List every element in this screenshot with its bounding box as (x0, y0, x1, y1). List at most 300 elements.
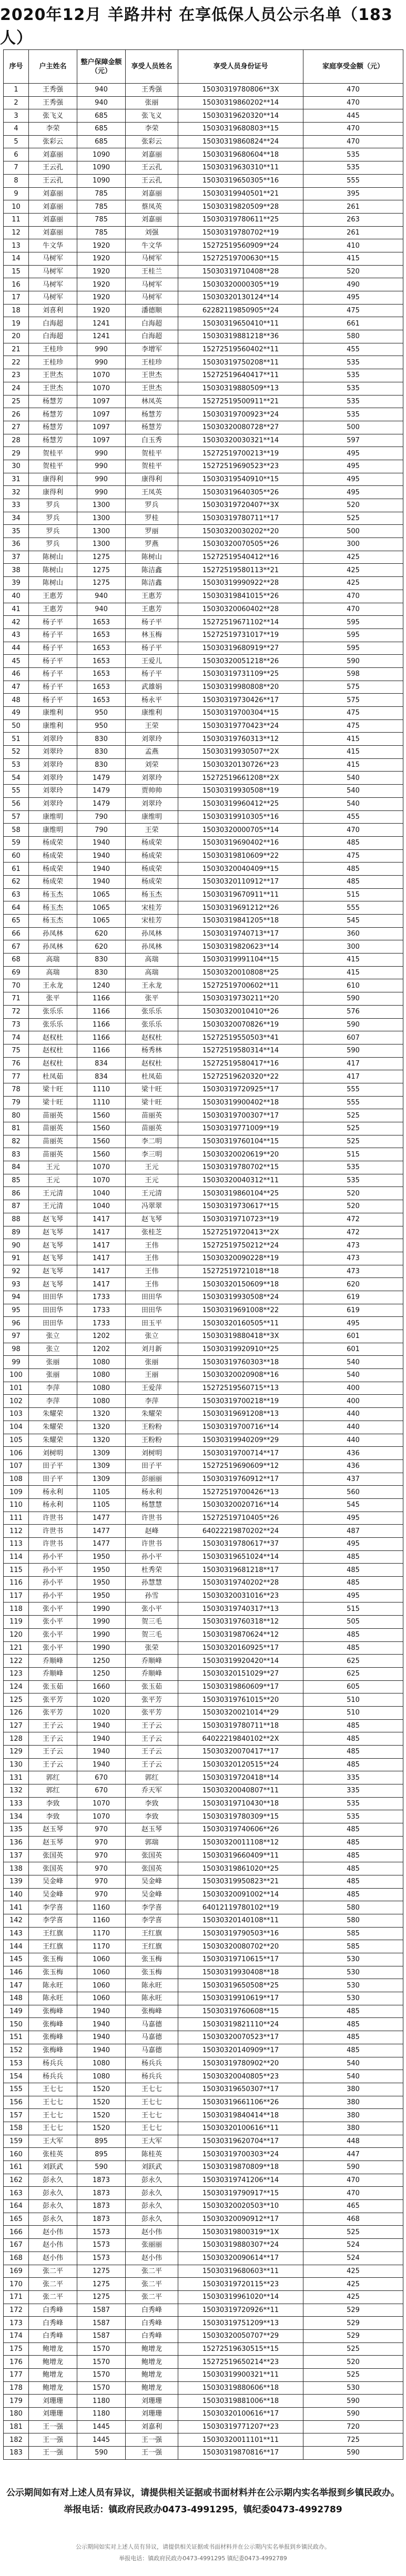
row-index: 151 (4, 2031, 29, 2044)
household-amount: 1950 (77, 1564, 126, 1577)
member-amount: 525 (303, 2226, 403, 2239)
header-id-number: 享受人员身份证号 (178, 50, 303, 84)
member-name: 张乐乐 (126, 1005, 178, 1018)
member-name: 潘德顺 (126, 304, 178, 317)
member-name: 孙雪 (126, 1589, 178, 1603)
member-amount: 540 (303, 2070, 403, 2083)
id-number: 15030319840414**18 (178, 2109, 303, 2122)
member-name: 陈洁鑫 (126, 577, 178, 590)
member-name: 杨子平 (126, 642, 178, 655)
member-amount: 576 (303, 1005, 403, 1018)
id-number: 15272519540412**16 (178, 551, 303, 564)
member-name: 彭丽丽 (126, 1473, 178, 1486)
id-number: 15030319920910**25 (178, 1343, 303, 1356)
household-head: 彭永久 (29, 2174, 77, 2187)
household-head: 苗丽英 (29, 1122, 77, 1135)
household-head: 刘珊珊 (29, 2408, 77, 2421)
table-row (4, 2161, 403, 2174)
household-head: 王一强 (29, 2447, 77, 2460)
household-head: 郭红 (29, 1784, 77, 1798)
member-name: 张二平 (126, 2265, 178, 2278)
id-number: 15030319900321**11 (178, 2369, 303, 2382)
notice-line: 公示期间如有对上述人员有异议，请提供相关证据或书面材料并在公示期内实名举报到乡镇民政办。 (6, 2488, 400, 2498)
id-number: 15030319820509**28 (178, 200, 303, 214)
household-amount: 830 (77, 758, 126, 772)
id-number: 15030319841205**18 (178, 915, 303, 928)
row-index: 58 (4, 824, 29, 837)
row-index: 7 (4, 161, 29, 175)
member-amount: 485 (303, 2005, 403, 2018)
table-row (4, 1667, 403, 1680)
footer-note (0, 2541, 406, 2571)
id-number: 15030320100616**11 (178, 2122, 303, 2135)
household-head: 鲍增龙 (29, 2381, 77, 2395)
row-index: 102 (4, 1395, 29, 1408)
table-body (4, 84, 403, 2460)
household-head: 杨玉杰 (29, 915, 77, 928)
member-amount: 485 (303, 1875, 403, 1888)
table-row (4, 473, 403, 486)
household-head: 刘翠玲 (29, 797, 77, 810)
table-row (4, 2290, 403, 2304)
member-name: 蔡凤英 (126, 200, 178, 214)
member-name: 孙慧慧 (126, 1577, 178, 1590)
id-number: 15030320090912**17 (178, 2213, 303, 2226)
member-amount: 485 (303, 1641, 403, 1655)
row-index: 154 (4, 2070, 29, 2083)
row-index: 15 (4, 265, 29, 278)
row-index: 5 (4, 135, 29, 148)
household-amount: 1097 (77, 421, 126, 434)
household-amount: 1166 (77, 992, 126, 1006)
table-row (4, 213, 403, 226)
member-name: 刘荣 (126, 758, 178, 772)
id-number: 15030319720407**3X (178, 499, 303, 512)
member-name: 白秀峰 (126, 2317, 178, 2330)
table-row (4, 1187, 403, 1200)
row-index: 66 (4, 927, 29, 940)
member-name: 宋桂芳 (126, 915, 178, 928)
member-name: 张国英 (126, 1849, 178, 1862)
household-head: 苗丽英 (29, 1148, 77, 1161)
household-head: 张玉梅 (29, 1953, 77, 1966)
row-index: 173 (4, 2317, 29, 2330)
household-head: 张小平 (29, 1641, 77, 1655)
id-number: 15030319700218**19 (178, 1395, 303, 1408)
id-number: 15030320130124**14 (178, 291, 303, 305)
table-row (4, 2304, 403, 2317)
table-row (4, 901, 403, 915)
household-head: 杨慧芳 (29, 408, 77, 421)
household-amount: 1940 (77, 2005, 126, 2018)
household-head: 杨慧芳 (29, 395, 77, 408)
table-row (4, 1758, 403, 1771)
row-index: 143 (4, 1927, 29, 1940)
member-name: 赵小伟 (126, 2226, 178, 2239)
household-head: 刘翠玲 (29, 785, 77, 798)
id-number: 15030319730426**17 (178, 694, 303, 707)
table-row (4, 1888, 403, 1901)
table-row (4, 979, 403, 992)
row-index: 133 (4, 1797, 29, 1810)
row-index: 109 (4, 1486, 29, 1499)
household-head: 罗兵 (29, 512, 77, 525)
member-name: 张乐乐 (126, 1018, 178, 1031)
member-amount: 485 (303, 1628, 403, 1641)
member-amount: 535 (303, 1810, 403, 1823)
household-amount: 1300 (77, 499, 126, 512)
row-index: 101 (4, 1382, 29, 1395)
household-amount: 1653 (77, 628, 126, 642)
household-amount: 1990 (77, 1603, 126, 1616)
household-head: 田田华 (29, 1317, 77, 1330)
household-head: 贺桂平 (29, 447, 77, 460)
household-head: 陈永旺 (29, 1992, 77, 2005)
household-amount: 1309 (77, 1473, 126, 1486)
household-amount: 1920 (77, 291, 126, 305)
household-head: 孙小平 (29, 1564, 77, 1577)
household-amount: 1020 (77, 1706, 126, 1719)
member-name: 王伟 (126, 1252, 178, 1265)
household-head: 杨子平 (29, 667, 77, 681)
id-number: 15030320091002**14 (178, 1888, 303, 1901)
member-amount: 380 (303, 2109, 403, 2122)
table-row (4, 2057, 403, 2070)
table-row (4, 1421, 403, 1434)
id-number: 15030319790503**16 (178, 1927, 303, 1940)
member-amount: 590 (303, 2161, 403, 2174)
id-number: 15030319700304**15 (178, 707, 303, 720)
member-amount: 400 (303, 1382, 403, 1395)
household-amount: 1570 (77, 2342, 126, 2356)
household-head: 彭永久 (29, 2200, 77, 2213)
row-index: 82 (4, 1135, 29, 1148)
member-name: 刘月新 (126, 1343, 178, 1356)
row-index: 52 (4, 746, 29, 759)
id-number: 15030320050707**29 (178, 2329, 303, 2342)
household-amount: 1445 (77, 2420, 126, 2433)
household-amount: 1180 (77, 2408, 126, 2421)
household-head: 吴金峰 (29, 1888, 77, 1901)
id-number: 15030319740606**26 (178, 1823, 303, 1837)
member-amount: 620 (303, 1278, 403, 1291)
member-name: 刘强 (126, 226, 178, 239)
table-row (4, 954, 403, 967)
row-index: 50 (4, 719, 29, 733)
household-head: 孙小平 (29, 1550, 77, 1564)
member-amount: 585 (303, 1940, 403, 1953)
household-amount: 970 (77, 1875, 126, 1888)
member-amount: 470 (303, 135, 403, 148)
row-index: 16 (4, 278, 29, 291)
id-number: 15030319670911**11 (178, 888, 303, 901)
household-amount: 834 (77, 1057, 126, 1070)
household-head: 王元清 (29, 1200, 77, 1213)
household-head: 鲍增龙 (29, 2342, 77, 2356)
table-row (4, 746, 403, 759)
row-index: 142 (4, 1914, 29, 1927)
member-name: 康得利 (126, 473, 178, 486)
id-number: 15030319860202**14 (178, 96, 303, 109)
member-amount: 525 (303, 512, 403, 525)
household-amount: 1940 (77, 2031, 126, 2044)
row-index: 106 (4, 1447, 29, 1460)
row-index: 156 (4, 2096, 29, 2109)
table-row (4, 2148, 403, 2161)
household-head: 李学喜 (29, 1901, 77, 1914)
row-index: 10 (4, 200, 29, 214)
household-amount: 1097 (77, 408, 126, 421)
member-amount: 470 (303, 123, 403, 136)
id-number: 15030319821110**24 (178, 2018, 303, 2031)
member-amount: 485 (303, 875, 403, 888)
household-head: 彭永久 (29, 2213, 77, 2226)
member-name: 贺三毛 (126, 1616, 178, 1629)
table-row (4, 1979, 403, 1992)
table-row (4, 2096, 403, 2109)
member-name: 贺桂平 (126, 460, 178, 473)
household-amount: 1920 (77, 278, 126, 291)
member-amount: 485 (303, 1862, 403, 1875)
row-index: 49 (4, 707, 29, 720)
member-name: 郭红 (126, 1771, 178, 1784)
member-amount: 485 (303, 2044, 403, 2057)
row-index: 70 (4, 979, 29, 992)
table-row (4, 1498, 403, 1512)
table-row (4, 2433, 403, 2447)
member-amount: 605 (303, 1680, 403, 1693)
id-number: 15272519700602**11 (178, 979, 303, 992)
row-index: 26 (4, 408, 29, 421)
table-row (4, 1382, 403, 1395)
member-amount: 530 (303, 1992, 403, 2005)
member-name: 孟燕 (126, 746, 178, 759)
id-number: 15030319710723**19 (178, 1213, 303, 1226)
member-name: 王爱萍 (126, 1382, 178, 1395)
household-amount: 1653 (77, 655, 126, 668)
row-index: 41 (4, 603, 29, 616)
id-number: 15030319731109**25 (178, 667, 303, 681)
member-amount: 485 (303, 863, 403, 876)
member-amount: 580 (303, 1901, 403, 1914)
table-row (4, 2200, 403, 2213)
row-index: 17 (4, 291, 29, 305)
table-row (4, 512, 403, 525)
household-head: 高瑞 (29, 966, 77, 979)
table-row (4, 1395, 403, 1408)
row-index: 6 (4, 148, 29, 161)
household-head: 赵飞琴 (29, 1239, 77, 1252)
header-household-amount: 整户保障金额（元） (77, 50, 126, 84)
member-amount: 625 (303, 1655, 403, 1668)
household-head: 王云孔 (29, 161, 77, 175)
table-row (4, 2109, 403, 2122)
table-row (4, 915, 403, 928)
row-index: 35 (4, 525, 29, 538)
row-index: 120 (4, 1628, 29, 1641)
household-head: 赵权杜 (29, 1057, 77, 1070)
member-amount: 263 (303, 213, 403, 226)
member-name: 刘嘉丽 (126, 148, 178, 161)
table-header (4, 50, 403, 84)
table-row (4, 1746, 403, 1759)
household-amount: 1160 (77, 1914, 126, 1927)
table-row (4, 707, 403, 720)
row-index: 117 (4, 1589, 29, 1603)
table-row (4, 1538, 403, 1551)
member-name: 杨玉杰 (126, 888, 178, 901)
id-number: 15030319861020**25 (178, 1862, 303, 1875)
household-amount: 1873 (77, 2174, 126, 2187)
member-amount: 455 (303, 810, 403, 824)
household-head: 王元 (29, 1174, 77, 1187)
member-name: 刘嘉利 (126, 2420, 178, 2433)
household-amount: 1920 (77, 252, 126, 265)
table-row (4, 681, 403, 694)
member-amount: 610 (303, 979, 403, 992)
member-amount: 585 (303, 1927, 403, 1940)
table-row (4, 486, 403, 499)
member-name: 赵权杜 (126, 1057, 178, 1070)
household-head: 王永龙 (29, 979, 77, 992)
row-index: 181 (4, 2420, 29, 2433)
member-amount: 485 (303, 1823, 403, 1837)
member-amount: 510 (303, 1693, 403, 1707)
id-number: 15030319620320**14 (178, 109, 303, 123)
household-amount: 785 (77, 226, 126, 239)
household-head: 张平芳 (29, 1706, 77, 1719)
member-amount: 473 (303, 1239, 403, 1252)
table-row (4, 356, 403, 369)
row-index: 153 (4, 2057, 29, 2070)
row-index: 160 (4, 2148, 29, 2161)
row-index: 33 (4, 499, 29, 512)
household-amount: 1180 (77, 2395, 126, 2408)
member-amount: 335 (303, 1784, 403, 1798)
member-amount: 524 (303, 2239, 403, 2252)
household-head: 苗丽英 (29, 1135, 77, 1148)
table-row (4, 408, 403, 421)
row-index: 103 (4, 1408, 29, 1421)
table-row (4, 927, 403, 940)
member-amount: 520 (303, 1187, 403, 1200)
member-name: 李学喜 (126, 1901, 178, 1914)
id-number: 15030319720925**17 (178, 1083, 303, 1096)
member-amount: 410 (303, 239, 403, 252)
member-name: 刘翠玲 (126, 797, 178, 810)
table-row (4, 330, 403, 343)
household-amount: 1950 (77, 1577, 126, 1590)
member-amount: 415 (303, 966, 403, 979)
row-index: 107 (4, 1459, 29, 1473)
household-head: 田田华 (29, 1291, 77, 1304)
member-name: 田子平 (126, 1459, 178, 1473)
member-name: 王子云 (126, 1732, 178, 1746)
row-index: 132 (4, 1784, 29, 1798)
row-index: 37 (4, 551, 29, 564)
id-number: 15030319930508**19 (178, 785, 303, 798)
row-index: 170 (4, 2278, 29, 2291)
household-amount: 1587 (77, 2317, 126, 2330)
member-amount: 515 (303, 1148, 403, 1161)
table-row (4, 1473, 403, 1486)
member-amount: 597 (303, 434, 403, 447)
table-row (4, 2018, 403, 2031)
table-row (4, 1317, 403, 1330)
row-index: 100 (4, 1369, 29, 1382)
household-amount: 1417 (77, 1226, 126, 1239)
row-index: 24 (4, 382, 29, 395)
household-head: 马树军 (29, 278, 77, 291)
table-row (4, 252, 403, 265)
row-index: 8 (4, 174, 29, 187)
household-head: 赵权杜 (29, 1044, 77, 1057)
household-amount: 1479 (77, 772, 126, 785)
household-head: 杨慧芳 (29, 421, 77, 434)
member-amount: 530 (303, 1966, 403, 1979)
row-index: 166 (4, 2226, 29, 2239)
household-head: 罗兵 (29, 525, 77, 538)
table-row (4, 2381, 403, 2395)
member-name: 陈永旺 (126, 1979, 178, 1992)
table-row (4, 2395, 403, 2408)
household-head: 田田华 (29, 1304, 77, 1317)
table-row (4, 1564, 403, 1577)
member-name: 李增军 (126, 343, 178, 356)
table-row (4, 836, 403, 849)
member-amount: 495 (303, 1317, 403, 1330)
id-number: 15030319780611**25 (178, 213, 303, 226)
household-amount: 1940 (77, 1746, 126, 1759)
member-name: 乔顺峰 (126, 1655, 178, 1668)
household-amount: 620 (77, 940, 126, 954)
id-number: 15030319720926**11 (178, 2304, 303, 2317)
member-amount: 535 (303, 408, 403, 421)
household-amount: 1873 (77, 2200, 126, 2213)
member-name: 王伟 (126, 1278, 178, 1291)
id-number: 15030319950823**21 (178, 1875, 303, 1888)
row-index: 146 (4, 1966, 29, 1979)
member-amount: 580 (303, 1914, 403, 1927)
member-name: 梁十旺 (126, 1083, 178, 1096)
row-index: 80 (4, 1109, 29, 1122)
row-index: 164 (4, 2200, 29, 2213)
table-row (4, 2329, 403, 2342)
household-amount: 1170 (77, 1927, 126, 1940)
member-name: 白秀峰 (126, 2304, 178, 2317)
member-amount: 417 (303, 1070, 403, 1083)
id-number: 15030320000305**19 (178, 278, 303, 291)
row-index: 86 (4, 1187, 29, 1200)
row-index: 62 (4, 875, 29, 888)
member-amount: 520 (303, 499, 403, 512)
household-head: 白秀峰 (29, 2304, 77, 2317)
household-amount: 1166 (77, 1018, 126, 1031)
household-amount: 940 (77, 590, 126, 603)
id-number: 15030319760303**18 (178, 1356, 303, 1369)
household-amount: 1110 (77, 1096, 126, 1109)
member-amount: 500 (303, 421, 403, 434)
household-amount: 830 (77, 966, 126, 979)
table-row (4, 1525, 403, 1538)
id-number: 15030319780309**15 (178, 1810, 303, 1823)
row-index: 45 (4, 655, 29, 668)
table-row (4, 278, 403, 291)
public-notice (0, 2484, 406, 2535)
id-number: 15272519560715**13 (178, 1382, 303, 1395)
table-row (4, 2122, 403, 2135)
household-head: 苗丽英 (29, 1109, 77, 1122)
